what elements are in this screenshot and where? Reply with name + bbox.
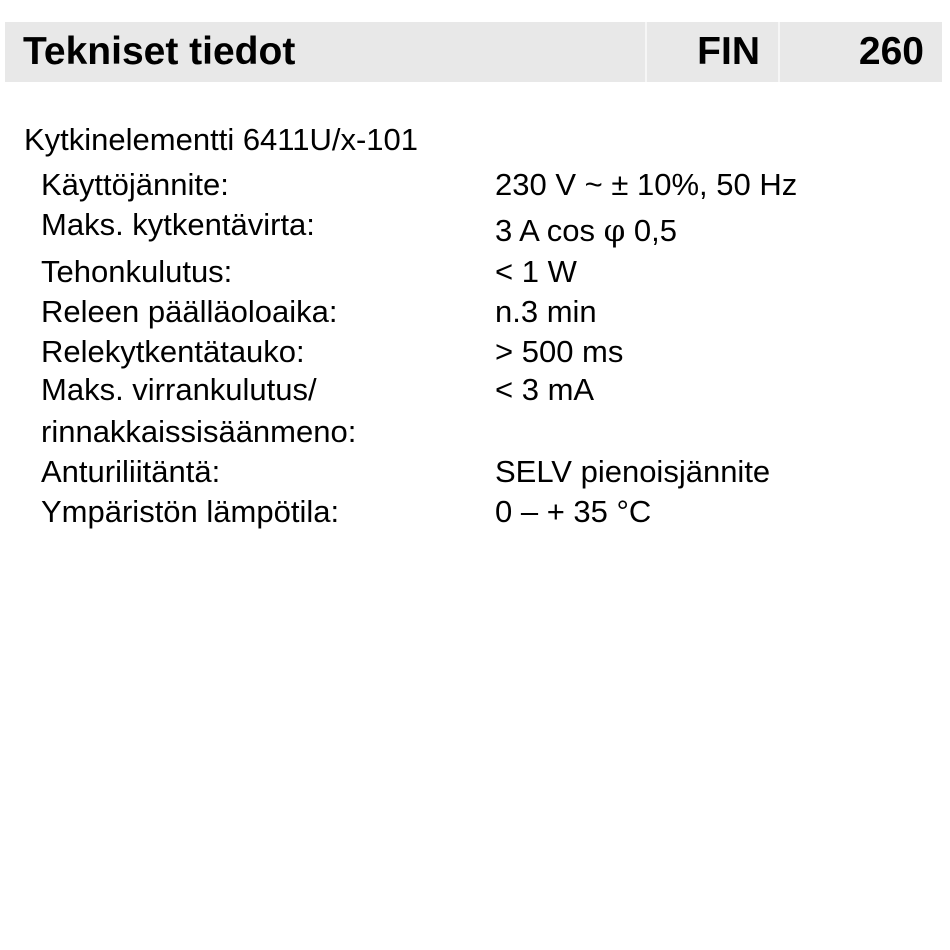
header-divider [778, 22, 780, 82]
spec-value-prefix: 3 A cos [495, 213, 604, 248]
spec-label: Tehonkulutus: [41, 254, 233, 289]
spec-value: < 3 mA [495, 372, 595, 407]
spec-value: SELV pienoisjännite [495, 454, 771, 489]
spec-value: n.3 min [495, 294, 597, 329]
spec-label: Käyttöjännite: [41, 167, 229, 202]
spec-label: rinnakkaissisäänmeno: [41, 414, 357, 449]
spec-value: > 500 ms [495, 334, 624, 369]
spec-label: Maks. virrankulutus/ [41, 372, 317, 407]
spec-label: Anturiliitäntä: [41, 454, 221, 489]
spec-value [495, 212, 677, 250]
header-bar [5, 22, 942, 82]
page-number: 260 [858, 30, 924, 73]
spec-value-suffix: 0,5 [625, 213, 678, 248]
language-code: FIN [697, 30, 760, 73]
page-title: Tekniset tiedot [23, 30, 296, 73]
phi-symbol: φ [603, 213, 626, 249]
spec-value: 230 V ~ ± 10%, 50 Hz [495, 167, 798, 202]
spec-label: Releen päälläoloaika: [41, 294, 338, 329]
spec-value: < 1 W [495, 254, 577, 289]
spec-label: Relekytkentätauko: [41, 334, 305, 369]
header-divider [645, 22, 647, 82]
spec-value: 0 – + 35 °C [495, 494, 652, 529]
spec-label: Ympäristön lämpötila: [41, 494, 340, 529]
section-title: Kytkinelementti 6411U/x-101 [24, 122, 419, 157]
spec-label: Maks. kytkentävirta: [41, 207, 315, 242]
